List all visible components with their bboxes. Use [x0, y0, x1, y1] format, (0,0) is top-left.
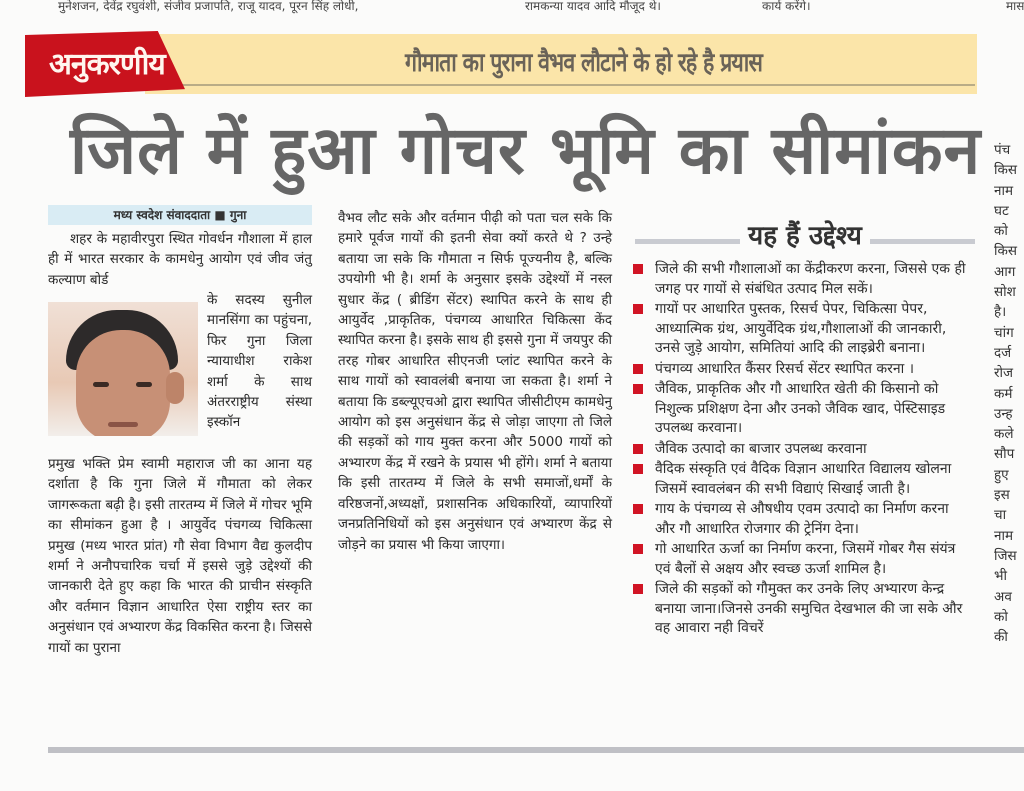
- square-bullet-icon: [633, 504, 643, 514]
- cut-line: जिस: [994, 547, 1017, 564]
- photo-mouth: [108, 422, 138, 427]
- objective-text: गो आधारित ऊर्जा का निर्माण करना, जिसमें गोबर गैस संयंत्र एवं बैलों से अक्षय और स्वच्छ ऊर्जा शामिल है।: [655, 541, 956, 577]
- objective-text: जैविक उत्पादो का बाजार उपलब्ध करवाना: [655, 440, 867, 457]
- top-fragment: रामकन्या यादव आदि मौजूद थे।: [525, 0, 661, 13]
- objective-item: [633, 300, 973, 359]
- photo-ear: [166, 372, 184, 404]
- objective-text: जिले की सभी गौशालाओं का केंद्रीकरण करना, जिससे एक ही जगह पर गायों से संबंधित उत्पाद मिल सकें।: [655, 261, 966, 297]
- cut-line: किस: [994, 162, 1017, 179]
- cut-line: इस: [994, 487, 1010, 504]
- cut-line: भी: [994, 568, 1007, 585]
- byline: मध्य स्वदेश संवाददाता ■ गुना: [48, 205, 312, 225]
- objectives-list: [633, 260, 973, 640]
- objective-text: वैदिक संस्कृति एवं वैदिक विज्ञान आधारित विद्यालय खोलना जिसमें स्वावलंबन की सभी विद्याएं सिखाई जाती है।: [655, 461, 952, 497]
- column-2: [338, 208, 612, 555]
- column-1-wrap: [207, 290, 312, 433]
- banner-tag-label: अनुकरणीय: [49, 47, 165, 82]
- square-bullet-icon: [633, 464, 643, 474]
- column-1-body-text: प्रमुख भक्ति प्रेम स्वामी महाराज जी का आना यह दर्शाता है कि गुना जिले में गौमाता को लेकर जागरूकता बढ़ी है। इसी तारतम्य में जिले में गोचर भूमि का सीमांकन हुआ है । आयुर्वेद पंचगव्य चिकित्सा प्रमुख (मध्य भारत प्रांत) गौ सेवा विभाग वैद्य कुलदीप शर्मा ने अनौपचारिक चर्चा में इससे जुड़े उद्देश्यों की जानकारी देते हुए कहा कि भारत की प्राचीन संस्कृति और वर्तमान विज्ञान आधारित ऐसा राष्ट्रीय स्तर का अनुसंधान एवं अभ्यारण केंद्र विकसित करना है। जिससे गायों का पुराना: [48, 456, 312, 656]
- objective-item: [633, 500, 973, 539]
- headline: जिले में हुआ गोचर भूमि का सीमांकन: [70, 112, 982, 189]
- column-1-lead: [48, 229, 312, 290]
- objective-item: [633, 440, 973, 460]
- cut-line: आग: [994, 263, 1016, 280]
- top-fragment: कार्य करेंगे।: [762, 0, 811, 13]
- objective-item: [633, 380, 973, 439]
- objectives-title: यह हैं उद्देश्य: [740, 221, 870, 251]
- cut-line: दर्ज: [994, 344, 1012, 361]
- cut-line: है।: [994, 304, 1007, 321]
- cut-line: अव: [994, 588, 1012, 605]
- cut-line: कले: [994, 426, 1014, 443]
- square-bullet-icon: [633, 444, 643, 454]
- square-bullet-icon: [633, 364, 643, 374]
- cut-line: चांग: [994, 324, 1014, 341]
- cut-line: को: [994, 223, 1008, 240]
- adjacent-article-column: [994, 140, 1024, 647]
- objective-text: गायों पर आधारित पुस्तक, रिसर्च पेपर, चिकित्सा पेपर, आध्यात्मिक ग्रंथ, आयुर्वेदिक ग्रंथ,गौशालाओं की जानकारी, उनसे जुड़े आयोग, समितियां आदि की लाइब्रेरी बनाना।: [655, 301, 947, 356]
- objectives-heading: [635, 216, 975, 252]
- photo-eye: [136, 382, 152, 387]
- objective-item: [633, 360, 973, 380]
- banner-rule: [175, 84, 975, 86]
- cut-line: नाम: [994, 182, 1014, 199]
- cut-line: उन्ह: [994, 405, 1013, 422]
- square-bullet-icon: [633, 584, 643, 594]
- objective-item: [633, 580, 973, 639]
- cut-line: रोज: [994, 365, 1014, 382]
- objective-text: पंचगव्य आधारित कैंसर रिसर्च सेंटर स्थापित करना ।: [655, 360, 915, 377]
- cut-line: घट: [994, 202, 1009, 219]
- previous-article-tail: [0, 0, 1024, 18]
- section-banner: [25, 31, 977, 97]
- cut-line: कर्म: [994, 385, 1013, 402]
- reporter-photo: [48, 302, 198, 436]
- cut-line: चा: [994, 507, 1007, 524]
- cut-line: को: [994, 608, 1008, 625]
- objective-item: [633, 260, 973, 299]
- column-1-lead-text: शहर के महावीरपुरा स्थित गोवर्धन गौशाला में हाल ही में भारत सरकार के कामधेनु आयोग एवं जीव जंतु कल्याण बोर्ड: [48, 231, 312, 288]
- objective-text: जैविक, प्राकृतिक और गौ आधारित खेती की किसानो को निशुल्क प्रशिक्षण देना और उनको जैविक खाद, पेस्टिसाइड उपलब्ध करवाना।: [655, 381, 946, 436]
- banner-subtitle: गौमाता का पुराना वैभव लौटाने के हो रहे है प्रयास: [405, 48, 763, 78]
- column-1-body: [48, 454, 312, 658]
- photo-eye: [93, 382, 109, 387]
- top-fragment: मुनेशजन, देवेंद्र रघुवंशी, संजीव प्रजापति, राजू यादव, पूरन सिंह लोधी,: [58, 0, 359, 13]
- square-bullet-icon: [633, 544, 643, 554]
- cut-line: पंच: [994, 142, 1011, 158]
- objective-item: [633, 460, 973, 499]
- objective-item: [633, 540, 973, 579]
- cut-line: हुए: [994, 466, 1009, 483]
- top-fragment: मास: [1006, 0, 1024, 13]
- square-bullet-icon: [633, 304, 643, 314]
- photo-face: [76, 330, 170, 436]
- cut-line: की: [994, 629, 1008, 646]
- cut-line: किस: [994, 243, 1017, 260]
- column-1-wrap-text: के सदस्य सुनील मानसिंगा का पहुंचना, फिर गुना जिला न्यायाधीश राकेश शर्मा के साथ अंतरराष्ट्रीय संस्था इस्कॉन: [207, 292, 312, 431]
- cut-line: सोश: [994, 284, 1016, 301]
- column-2-text: वैभव लौट सके और वर्तमान पीढ़ी को पता चल सके कि हमारे पूर्वज गायों की इतनी सेवा क्यों करते थे ? उन्हे बताया जा सके कि गौमाता न सिर्फ पूज्यनीय है, बल्कि उपयोगी भी है। शर्मा के अनुसार इसके उद्देश्यों में नस्ल सुधार केंद्र ( ब्रीडिंग सेंटर) स्थापित करने के साथ ही आयुर्वेद ,प्राकृतिक, पंचगव्य आधारित चिकित्सा केंद स्थापित करना है। इसके साथ ही इससे गुना में जयपुर की तरह गोबर आधारित सीएनजी प्लांट स्थापित करने के साथ गायों को स्वावलंबी बनाया जा सकता है। शर्मा ने बताया कि डब्ल्यूएचओ द्वारा स्थापित जीसीटीएम कामधेनु आयोग को इस अनुसंधान केंद्र से जोड़ा जाएगा तो जिले की सड़कों को गाय मुक्त करना और 5000 गायों को अभ्यारण केंद्र में रखने के प्रयास भी होंगे। शर्मा ने बताया कि इसी तारतम्य में जिले के सभी समाजों,धर्मों के वरिष्ठजनों,अध्यक्षों, प्रशासनिक अधिकारियों, व्यापारियों जनप्रतिनिधियों को इस अनुसंधान एवं अभ्यारण केंद्र से जोड़ने का प्रयास भी किया जाएगा।: [338, 210, 612, 553]
- objective-text: जिले की सड़कों को गौमुक्त कर उनके लिए अभ्यारण केन्द्र बनाया जाना।जिनसे उनकी समुचित देखभाल की जा सके और वह आवारा नही विचरें: [655, 581, 963, 636]
- square-bullet-icon: [633, 384, 643, 394]
- cut-line: सौप: [994, 446, 1015, 463]
- bottom-divider: [48, 747, 1024, 753]
- cut-line: नाम: [994, 527, 1014, 544]
- objective-text: गाय के पंचगव्य से औषधीय एवम उत्पादो का निर्माण करना और गौ आधारित रोजगार की ट्रेनिंग देना।: [655, 501, 949, 537]
- square-bullet-icon: [633, 264, 643, 274]
